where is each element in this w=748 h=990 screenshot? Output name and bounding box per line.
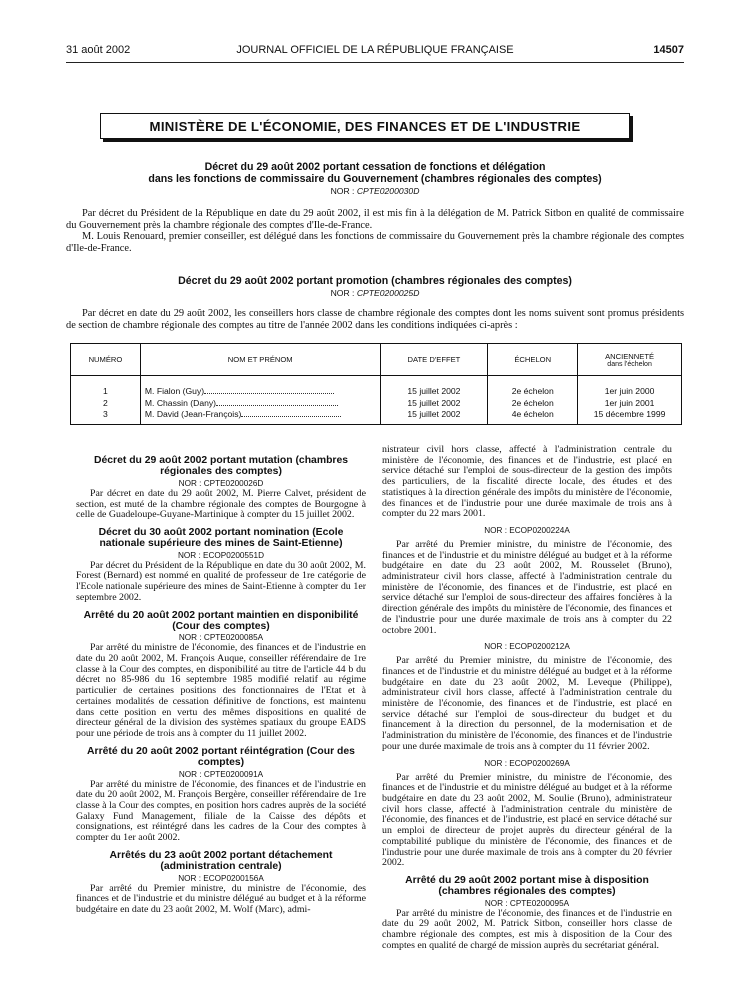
col-header-date: DATE D'EFFET [380,344,488,376]
decree-title-line2: dans les fonctions de commissaire du Gouvernement (chambres régionales des comptes) [148,173,602,185]
row-name-line [145,398,376,410]
decree-paragraph: Par arrêté du ministre de l'économie, des finances et de l'industrie en date du 29 août 2002, M. Patrick Sitbon, conseiller hors classe de chambre régionale des comptes, est mis à disposition de la Cour des comptes en qualité de chargé de mission auprès du secrétariat général. [382,907,672,951]
nor-reference: NOR : CPTE0200085A [178,633,264,643]
nor-reference: NOR : CPTE0200026D [178,478,264,488]
header-date: 31 août 2002 [66,44,131,56]
nor-reference: NOR : ECOP0200212A [484,642,570,652]
table-body-row [71,376,682,425]
col-header-echelon: ÉCHELON [488,344,578,376]
decree-title: Arrêtés du 23 août 2002 portant détachement (administration centrale) [109,849,333,873]
decree-paragraph: nistrateur civil hors classe, affecté à l'administration centrale du ministère de l'économie, des finances et de l'industrie, est placé en service détaché sur l'emploi de sous-directeur de la gestion des impôts des particuliers, de la fiscalité directe locale, des études et des statistiques à la direction générale des impôts du ministère de l'économie, des finances et de l'industrie pour une durée maximale de trois ans à compter du 22 mars 2001. [382,444,672,520]
decree-paragraph: Par arrêté du Premier ministre, du ministre de l'économie, des finances et de l'industrie et du ministre délégué au budget et à la réforme budgétaire en date du 23 août 2002, M. Soulie (Bruno), administrateur civil hors classe, affecté à l'administration centrale du ministère de l'économie, des finances et de l'industrie, est placé en service détaché sur un emploi de directeur de projet auprès du directeur général de la comptabilité publique du ministère de l'économie, des finances et de l'industrie pour une durée maximale de trois ans à compter du 20 février 2002. [382,771,672,869]
nor-code: CPTE0200025D [356,288,420,298]
anciennete-label: ANCIENNETÉ [605,351,655,361]
decree-title: Décret du 29 août 2002 portant promotion (chambres régionales des comptes) [178,275,572,287]
row-echelon: 2e échelon [511,397,554,408]
nor-reference: NOR : ECOP0200156A [178,873,264,883]
nor-label: NOR : [330,288,357,298]
cell-numero [71,376,141,425]
right-column [382,445,672,952]
decree-title-line1: Décret du 29 août 2002 portant cessation de fonctions et délégation [204,161,546,173]
page-header [66,44,684,60]
journal-title: JOURNAL OFFICIEL DE LA RÉPUBLIQUE FRANÇAISE [236,44,514,56]
row-echelon: 4e échelon [511,409,554,419]
decree-paragraph: Par arrêté du Premier ministre, du ministre de l'économie, des finances et de l'industrie et du ministre délégué au budget et à la réforme budgétaire en date du 23 août 2002, M. Wolf (Marc), admi- [76,882,366,915]
nor-reference: NOR : CPTE0200095A [484,898,570,908]
nor-reference: NOR : ECOP0200269A [484,758,570,768]
col-header-numero: NUMÉRO [71,344,141,376]
nor-code: CPTE0200030D [356,186,420,196]
decree-paragraph: Par arrêté du ministre de l'économie, des finances et de l'industrie en date du 20 août 2002, M. François Bergère, conseiller référendaire de 1re classe à la Cour des comptes, en position hors cadres auprès de la société Galaxy Fund Management, filiale de la Caisse des dépôts et consignations, est réintégré dans les cadres de la Cour des comptes à compter du 1er août 2002. [76,778,366,844]
row-anciennete: 15 décembre 1999 [593,409,666,419]
row-name: M. David (Jean-François) [144,409,242,419]
decree-paragraph: Par décret du Président de la République en date du 30 août 2002, M. Forest (Bernard) est nommé en qualité de professeur de 1re catégorie de l'Ecole nationale supérieure des mines de Saint-Etienne à compter du 1er septembre 2002. [76,559,366,603]
header-divider [66,62,684,63]
nor-reference [66,185,684,197]
decree-promotion [66,275,684,331]
row-name: M. Fialon (Guy) [144,386,205,396]
nor-label: NOR : [330,186,357,196]
row-anciennete: 1er juin 2001 [604,397,655,408]
row-name-line [145,386,376,398]
col-header-nom: NOM ET PRÉNOM [140,344,380,376]
row-anciennete: 1er juin 2000 [604,386,655,396]
decree-title: Arrêté du 20 août 2002 portant réintégration (Cour des comptes) [87,745,355,769]
decree-paragraph: Par arrêté du Premier ministre, du ministre de l'économie, des finances et de l'industrie et du ministre délégué au budget et à la réforme budgétaire en date du 23 août 2002, M. Leveque (Philippe), administrateur civil hors classe, affecté à l'administration centrale du ministère de l'économie, des finances et de l'industrie, est placé en service détaché sur l'emploi de sous-directeur du budget et du financement à la direction du personnel, de la modernisation et de l'administration du ministère de l'économie, des finances et de l'industrie pour une durée maximale de trois ans à compter du 11 février 2002. [382,655,672,752]
decree-paragraph: Par décret du Président de la République en date du 29 août 2002, il est mis fin à la délégation de M. Patrick Sitbon en qualité de commissaire du Gouvernement près la chambre régionale des comptes d'Ile-de-France. [66,208,684,231]
nor-reference: NOR : ECOP0200551D [177,550,264,560]
decree-title: Décret du 29 août 2002 portant mutation (chambres régionales des comptes) [93,455,349,478]
page-number: 14507 [653,44,684,56]
leader-dots [216,398,338,406]
row-num: 1 [103,386,108,396]
ministry-heading: MINISTÈRE DE L'ÉCONOMIE, DES FINANCES ET DE L'INDUSTRIE [100,113,630,139]
row-date: 15 juillet 2002 [407,386,461,396]
row-num: 3 [103,409,108,419]
decree-title: Arrêté du 29 août 2002 portant mise à disposition (chambres régionales des comptes) [405,874,649,898]
cell-anciennete [578,376,682,425]
decree-title: Décret du 30 août 2002 portant nomination (Ecole nationale supérieure des mines de Saint-Etienne) [98,526,344,550]
col-header-anciennete [578,344,682,376]
row-name-line [145,409,376,421]
leader-dots [241,409,341,417]
decree-cessation [66,161,684,254]
leader-dots [204,386,334,394]
promotion-table [70,343,682,425]
cell-nom [140,376,380,425]
nor-reference [66,287,684,299]
row-date: 15 juillet 2002 [407,397,461,408]
row-date: 15 juillet 2002 [407,409,461,419]
decree-paragraph: M. Louis Renouard, premier conseiller, est délégué dans les fonctions de commissaire du Gouvernement près la chambre régionale des comptes d'Ile-de-France. [66,231,684,254]
row-num: 2 [103,397,108,408]
nor-reference: NOR : CPTE0200091A [178,769,264,779]
nor-reference: NOR : ECOP0200224A [484,525,570,535]
decree-paragraph: Par arrêté du ministre de l'économie, des finances et de l'industrie en date du 20 août 2002, M. François Auque, conseiller référendaire de 1re classe à la Cour des comptes, en disponibilité au titre de l'article 44 b du décret no 85-986 du 16 septembre 1985 modifié relatif au régime particulier de certaines positions des fonctionnaires de l'Etat et à certaines modalités de cessation définitive de fonctions, est maintenu dans cette position en vertu des mêmes dispositions en qualité de directeur général de la division des systèmes spatiaux du groupe EADS pour une période de trois ans à compter du 11 juillet 2002. [76,642,366,739]
table-header-row [71,344,682,376]
cell-date [380,376,488,425]
decree-paragraph: Par décret en date du 29 août 2002, M. Pierre Calvet, président de section, est muté de la chambre régionale des comptes de Bourgogne à celle de Guadeloupe-Guyane-Martinique à compter du 15 juillet 2002. [76,487,366,521]
row-echelon: 2e échelon [511,386,554,396]
decree-paragraph: Par décret en date du 29 août 2002, les conseillers hors classe de chambre régionale des comptes dont les noms suivent sont promus présidents de section de chambre régionale des comptes au titre de l'année 2002 dans les conditions indiquées ci-après : [66,308,684,331]
anciennete-sublabel: dans l'échelon [607,360,652,368]
left-column [76,455,366,916]
cell-echelon [488,376,578,425]
decree-title: Arrêté du 20 août 2002 portant maintien en disponibilité (Cour des comptes) [83,609,359,632]
decree-paragraph: Par arrêté du Premier ministre, du ministre de l'économie, des finances et de l'industrie et du ministre délégué au budget et à la réforme budgétaire en date du 23 août 2002, M. Rousselet (Bruno), administrateur civil hors classe, affecté à l'administration centrale du ministère de l'économie, des finances et de l'industrie, est placé en service détaché sur l'emploi de sous-directeur des affaires foncières à la direction générale des impôts du ministère de l'économie, des finances et de l'industrie pour une durée maximale de trois ans à compter du 22 octobre 2001. [382,538,672,636]
row-name: M. Chassin (Dany) [144,397,217,408]
